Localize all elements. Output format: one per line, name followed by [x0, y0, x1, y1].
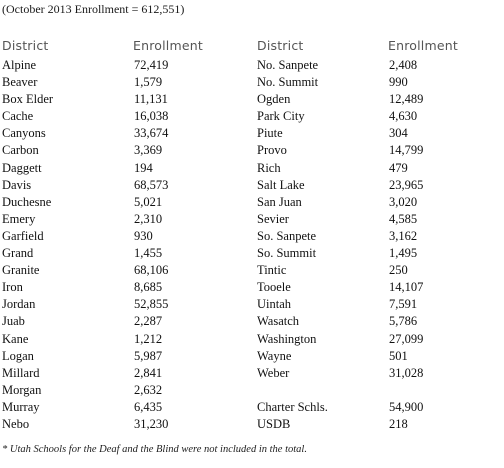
- table-row: [257, 194, 479, 211]
- enrollment-value-cell: 3,369: [134, 143, 163, 158]
- district-name-cell: Duchesne: [2, 194, 52, 209]
- enrollment-value-cell: 250: [389, 263, 408, 278]
- table-row: [257, 262, 479, 279]
- district-name-cell: Wayne: [257, 348, 292, 363]
- enrollment-value-cell: 2,287: [134, 314, 163, 329]
- enrollment-value-cell: 14,107: [389, 280, 424, 295]
- table-row: [2, 108, 224, 125]
- table-row: [257, 279, 479, 296]
- enrollment-value-cell: 72,419: [134, 58, 169, 72]
- table-row: [257, 382, 479, 399]
- district-name-cell: Nebo: [2, 416, 30, 431]
- enrollment-value-cell: 4,585: [389, 211, 418, 226]
- district-name-cell: So. Summit: [257, 246, 317, 261]
- table-row: [2, 91, 224, 108]
- district-name-cell: Millard: [2, 365, 40, 380]
- table-row: [2, 194, 224, 211]
- district-name-cell: No. Summit: [257, 75, 319, 90]
- enrollment-value-cell: 2,310: [134, 211, 163, 226]
- table-row: [257, 108, 479, 125]
- header-enrollment-right: Enrollment: [388, 38, 458, 53]
- header-district-right: District: [257, 38, 304, 53]
- district-name-cell: Tooele: [257, 280, 291, 295]
- enrollment-value-cell: 33,674: [134, 126, 169, 141]
- table-row: [257, 416, 479, 433]
- district-name-cell: No. Sanpete: [257, 58, 319, 72]
- enrollment-value-cell: 1,212: [134, 331, 163, 346]
- district-name-cell: Grand: [2, 246, 34, 261]
- district-name-cell: Morgan: [2, 382, 42, 397]
- enrollment-value-cell: 1,455: [134, 246, 163, 261]
- district-name-cell: Kane: [2, 331, 29, 346]
- table-row: [2, 296, 224, 313]
- enrollment-value-cell: 2,408: [389, 58, 418, 72]
- enrollment-value-cell: 27,099: [389, 331, 424, 346]
- enrollment-value-cell: 990: [389, 75, 408, 90]
- district-name-cell: Canyons: [2, 126, 46, 141]
- table-row: [2, 177, 224, 194]
- district-name-cell: Box Elder: [2, 92, 54, 107]
- district-name-cell: Piute: [257, 126, 283, 141]
- header-enrollment-left: Enrollment: [133, 38, 203, 53]
- enrollment-value-cell: 14,799: [389, 143, 424, 158]
- district-name-cell: Wasatch: [257, 314, 300, 329]
- enrollment-value-cell: 930: [134, 228, 153, 243]
- district-name-cell: Cache: [2, 109, 34, 124]
- table-row: [257, 142, 479, 159]
- table-row: [257, 74, 479, 91]
- table-row: [2, 245, 224, 262]
- enrollment-value-cell: 2,632: [134, 382, 163, 397]
- enrollment-value-cell: 6,435: [134, 399, 163, 414]
- header-district-left: District: [2, 38, 49, 53]
- table-row: [2, 262, 224, 279]
- district-name-cell: Emery: [2, 211, 36, 226]
- footnote: * Utah Schools for the Deaf and the Blind were not included in the total.: [2, 444, 307, 455]
- table-row: [257, 313, 479, 330]
- enrollment-value-cell: 1,579: [134, 75, 163, 90]
- district-name-cell: So. Sanpete: [257, 228, 317, 243]
- enrollment-value-cell: 7,591: [389, 297, 418, 312]
- enrollment-value-cell: 8,685: [134, 280, 163, 295]
- table-row: [257, 331, 479, 348]
- enrollment-value-cell: 3,162: [389, 228, 418, 243]
- enrollment-value-cell: 3,020: [389, 194, 418, 209]
- table-row: [2, 365, 224, 382]
- table-row: [257, 57, 479, 74]
- enrollment-value-cell: 5,987: [134, 348, 163, 363]
- district-name-cell: Charter Schls.: [257, 399, 328, 414]
- table-row: [2, 57, 224, 74]
- enrollment-total-caption: (October 2013 Enrollment = 612,551): [2, 2, 185, 16]
- district-name-cell: Tintic: [257, 263, 287, 278]
- enrollment-value-cell: 304: [389, 126, 408, 141]
- enrollment-value-cell: 52,855: [134, 297, 169, 312]
- district-name-cell: Beaver: [2, 75, 38, 90]
- district-name-cell: Salt Lake: [257, 177, 305, 192]
- table-row: [257, 177, 479, 194]
- enrollment-value-cell: 4,630: [389, 109, 418, 124]
- table-row: [2, 399, 224, 416]
- enrollment-value-cell: 218: [389, 416, 408, 431]
- table-row: [2, 416, 224, 433]
- enrollment-value-cell: 194: [134, 160, 153, 175]
- table-row: [2, 211, 224, 228]
- table-row: [257, 348, 479, 365]
- enrollment-value-cell: 68,573: [134, 177, 169, 192]
- table-row: [257, 125, 479, 142]
- district-name-cell: Iron: [2, 280, 23, 295]
- enrollment-value-cell: 479: [389, 160, 408, 175]
- district-name-cell: Daggett: [2, 160, 42, 175]
- table-row: [257, 365, 479, 382]
- table-row: [257, 296, 479, 313]
- district-name-cell: Garfield: [2, 228, 44, 243]
- right-district-table: [257, 57, 479, 433]
- district-name-cell: Davis: [2, 177, 32, 192]
- enrollment-value-cell: 1,495: [389, 246, 418, 261]
- table-row: [257, 211, 479, 228]
- enrollment-value-cell: 2,841: [134, 365, 163, 380]
- enrollment-value-cell: 31,230: [134, 416, 169, 431]
- table-row: [2, 279, 224, 296]
- enrollment-value-cell: 68,106: [134, 263, 169, 278]
- district-name-cell: Uintah: [257, 297, 292, 312]
- district-name-cell: San Juan: [257, 194, 302, 209]
- district-name-cell: Sevier: [257, 211, 289, 226]
- table-row: [257, 91, 479, 108]
- enrollment-value-cell: 23,965: [389, 177, 424, 192]
- enrollment-value-cell: 31,028: [389, 365, 424, 380]
- table-row: [2, 160, 224, 177]
- enrollment-value-cell: 5,021: [134, 194, 163, 209]
- table-row: [2, 313, 224, 330]
- table-row: [2, 382, 224, 399]
- district-name-cell: Granite: [2, 263, 40, 278]
- enrollment-value-cell: 12,489: [389, 92, 424, 107]
- table-row: [257, 228, 479, 245]
- enrollment-value-cell: 501: [389, 348, 408, 363]
- enrollment-value-cell: 16,038: [134, 109, 169, 124]
- table-row: [257, 245, 479, 262]
- enrollment-value-cell: 11,131: [134, 92, 168, 107]
- left-district-table: [2, 57, 224, 433]
- table-row: [2, 228, 224, 245]
- table-row: [2, 125, 224, 142]
- district-name-cell: USDB: [257, 416, 291, 431]
- table-row: [257, 399, 479, 416]
- district-name-cell: Murray: [2, 399, 40, 414]
- table-row: [2, 348, 224, 365]
- district-name-cell: [257, 382, 389, 399]
- district-name-cell: Jordan: [2, 297, 36, 312]
- table-row: [2, 331, 224, 348]
- district-name-cell: Rich: [257, 160, 281, 175]
- district-name-cell: Ogden: [257, 92, 291, 107]
- district-name-cell: Provo: [257, 143, 287, 158]
- table-row: [2, 142, 224, 159]
- enrollment-value-cell: 54,900: [389, 399, 424, 414]
- table-row: [2, 74, 224, 91]
- district-name-cell: Weber: [257, 365, 290, 380]
- district-name-cell: Park City: [257, 109, 305, 124]
- enrollment-value-cell: [389, 382, 479, 399]
- district-name-cell: Juab: [2, 314, 25, 329]
- table-row: [257, 160, 479, 177]
- district-name-cell: Logan: [2, 348, 34, 363]
- enrollment-value-cell: 5,786: [389, 314, 418, 329]
- district-name-cell: Washington: [257, 331, 317, 346]
- district-name-cell: Carbon: [2, 143, 39, 158]
- district-name-cell: Alpine: [2, 58, 37, 72]
